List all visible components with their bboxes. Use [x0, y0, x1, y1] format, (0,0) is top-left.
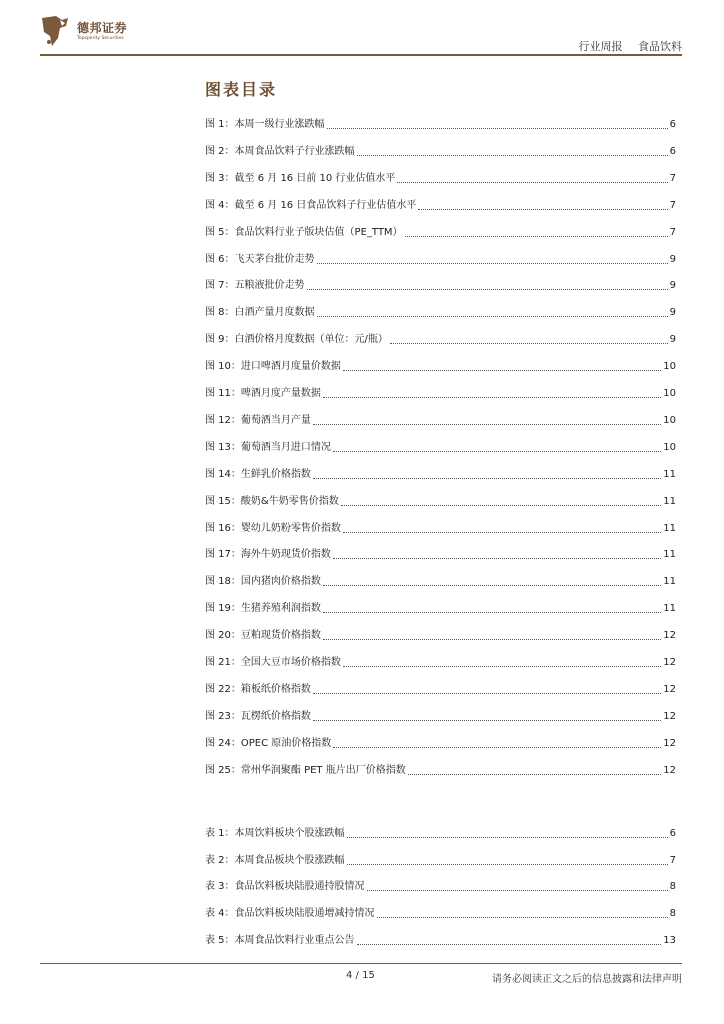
dot-leader [390, 343, 668, 344]
dot-leader [357, 155, 668, 156]
header-category [567, 38, 683, 54]
dot-leader [323, 639, 661, 640]
toc-entry-page: 9 [669, 253, 676, 265]
toc-entry-label: 图 25：常州华润聚酯 PET 瓶片出厂价格指数 [205, 764, 406, 776]
toc-entry-label: 图 12：葡萄酒当月产量 [205, 414, 311, 426]
toc-entry[interactable] [205, 251, 676, 267]
page-header [40, 12, 682, 56]
toc-entry[interactable] [205, 331, 676, 347]
toc-entry-page: 10 [663, 388, 676, 399]
toc-entry-page: 6 [669, 119, 676, 130]
disclaimer-text: 请务必阅读正文之后的信息披露和法律声明 [492, 974, 682, 985]
toc-entry-page: 11 [663, 549, 676, 561]
toc-entry-label: 图 23：瓦楞纸价格指数 [205, 710, 311, 722]
toc-entry[interactable] [205, 708, 676, 724]
toc-entry[interactable] [205, 197, 676, 213]
toc-entry-label: 图 9：白酒价格月度数据（单位：元/瓶） [205, 334, 388, 346]
toc-entry-page: 7 [669, 172, 676, 184]
dot-leader [377, 917, 668, 918]
dot-leader [405, 236, 668, 237]
toc-entry-label: 图 5：食品饮料行业子版块估值（PE_TTM） [205, 226, 403, 238]
toc-entry-page: 12 [663, 630, 676, 642]
toc-entry-label: 表 2：本周食品板块个股涨跌幅 [205, 854, 345, 866]
dot-leader [323, 612, 661, 613]
toc-entry-label: 图 1：本周一级行业涨跌幅 [205, 119, 325, 130]
dot-leader [333, 451, 661, 452]
toc-entry[interactable] [205, 654, 676, 670]
company-logo [40, 14, 170, 50]
footer-divider [40, 963, 682, 964]
toc-entry-page: 9 [669, 280, 676, 292]
dot-leader [341, 505, 662, 506]
toc-title: 图表目录 [205, 80, 278, 99]
logo-icon [40, 14, 70, 48]
toc-entry[interactable] [205, 573, 676, 589]
toc-entry-label: 图 11：啤酒月度产量数据 [205, 388, 321, 399]
toc-entry-label: 图 20：豆粕现货价格指数 [205, 630, 321, 642]
dot-leader [327, 128, 668, 129]
toc-entry-page: 12 [663, 657, 676, 668]
toc-entry[interactable] [205, 358, 676, 374]
logo-text-cn: 德邦证券 [77, 21, 128, 35]
toc-entry-label: 图 8：白酒产量月度数据 [205, 307, 315, 319]
toc-entry[interactable] [205, 224, 676, 240]
toc-entry-label: 图 3：截至 6 月 16 日前 10 行业估值水平 [205, 172, 396, 184]
toc-entry-page: 6 [669, 828, 676, 839]
logo-text-en: Topsperity Securities [77, 36, 124, 41]
toc-entry-page: 10 [663, 441, 676, 453]
toc-entry-page: 7 [669, 199, 676, 211]
dot-leader [317, 316, 668, 317]
toc-entry-page: 11 [663, 603, 676, 615]
dot-leader [323, 585, 661, 586]
toc-entry-page: 9 [669, 307, 676, 319]
toc-entry-page: 13 [663, 934, 676, 946]
dot-leader [347, 837, 668, 838]
toc-entry[interactable] [205, 762, 676, 778]
toc-entry-label: 图 6：飞天茅台批价走势 [205, 253, 315, 265]
toc-entry[interactable] [205, 905, 676, 921]
toc-entry[interactable] [205, 600, 676, 616]
toc-entry-page: 8 [669, 881, 676, 893]
toc-entry-page: 7 [669, 854, 676, 866]
toc-entry-label: 图 16：婴幼儿奶粉零售价指数 [205, 522, 341, 534]
dot-leader [408, 774, 662, 775]
toc-entry-label: 图 2：本周食品饮料子行业涨跌幅 [205, 145, 355, 157]
toc-entry[interactable] [205, 170, 676, 186]
dot-leader [313, 478, 661, 479]
dot-leader [333, 747, 661, 748]
toc-entry[interactable] [205, 466, 676, 482]
toc-entry-label: 表 4：食品饮料板块陆股通增减持情况 [205, 908, 375, 920]
toc-entry-page: 11 [663, 576, 676, 588]
dot-leader [333, 558, 661, 559]
toc-entry[interactable] [205, 546, 676, 562]
toc-entry[interactable] [205, 143, 676, 159]
toc-entry-page: 12 [663, 710, 676, 722]
toc-entry-page: 10 [663, 361, 676, 373]
header-divider [40, 54, 682, 56]
toc-entry-page: 11 [663, 495, 676, 507]
toc-entry-label: 图 19：生猪养殖利润指数 [205, 603, 321, 615]
dot-leader [343, 666, 661, 667]
toc-entry-label: 图 24：OPEC 原油价格指数 [205, 737, 332, 749]
dot-leader [307, 289, 668, 290]
toc-entry-label: 图 10：进口啤酒月度量价数据 [205, 361, 341, 373]
toc-entry[interactable] [205, 932, 676, 948]
toc-entry[interactable] [205, 852, 676, 868]
toc-entry[interactable] [205, 681, 676, 697]
toc-entry[interactable] [205, 277, 676, 293]
toc-entry[interactable] [205, 520, 676, 536]
toc-entry-label: 图 14：生鲜乳价格指数 [205, 468, 311, 480]
toc-entry-label: 图 22：箱板纸价格指数 [205, 683, 311, 695]
toc-entry-label: 图 21：全国大豆市场价格指数 [205, 657, 341, 668]
toc-entry-label: 图 15：酸奶&牛奶零售价指数 [205, 495, 339, 507]
toc-entry-page: 8 [669, 908, 676, 920]
toc-entry-label: 图 7：五粮液批价走势 [205, 280, 305, 292]
toc-entry[interactable] [205, 825, 676, 841]
report-type: 行业周报 [578, 40, 623, 53]
industry-name: 食品饮料 [638, 40, 682, 53]
toc-entry-label: 表 1：本周饮料板块个股涨跌幅 [205, 828, 345, 839]
dot-leader [313, 720, 661, 721]
toc-entry-label: 图 13：葡萄酒当月进口情况 [205, 441, 331, 453]
dot-leader [418, 209, 667, 210]
toc-entry-page: 12 [663, 683, 676, 695]
toc-entry-page: 11 [663, 522, 676, 534]
dot-leader [323, 397, 661, 398]
toc-entry-label: 图 18：国内猪肉价格指数 [205, 576, 321, 588]
dot-leader [367, 890, 668, 891]
toc-entry-label: 图 17：海外牛奶现货价指数 [205, 549, 331, 561]
toc-entry-page: 7 [669, 226, 676, 238]
toc-entry[interactable] [205, 493, 676, 509]
toc-entry[interactable] [205, 627, 676, 643]
dot-leader [347, 864, 668, 865]
toc-entry-page: 12 [663, 764, 676, 776]
page-number: 4 / 15 [346, 970, 375, 981]
toc-entry[interactable] [205, 439, 676, 455]
dot-leader [317, 263, 668, 264]
toc-entry-label: 表 5：本周食品饮料行业重点公告 [205, 934, 355, 946]
toc-entry-page: 10 [663, 414, 676, 426]
dot-leader [313, 424, 661, 425]
toc-entry[interactable] [205, 735, 676, 751]
toc-entry-label: 图 4：截至 6 月 16 日食品饮料子行业估值水平 [205, 199, 417, 211]
dot-leader [357, 944, 662, 945]
toc-entry[interactable] [205, 385, 676, 401]
toc-entry[interactable] [205, 878, 676, 894]
dot-leader [343, 532, 661, 533]
dot-leader [397, 182, 667, 183]
dot-leader [343, 370, 661, 371]
toc-entry-label: 表 3：食品饮料板块陆股通持股情况 [205, 881, 365, 893]
toc-entry[interactable] [205, 304, 676, 320]
toc-entry[interactable] [205, 412, 676, 428]
toc-entry-page: 11 [663, 468, 676, 480]
toc-entry[interactable] [205, 116, 676, 132]
toc-entry-page: 12 [663, 737, 676, 749]
toc-entry-page: 6 [669, 145, 676, 157]
toc-entry-page: 9 [669, 334, 676, 346]
dot-leader [313, 693, 661, 694]
